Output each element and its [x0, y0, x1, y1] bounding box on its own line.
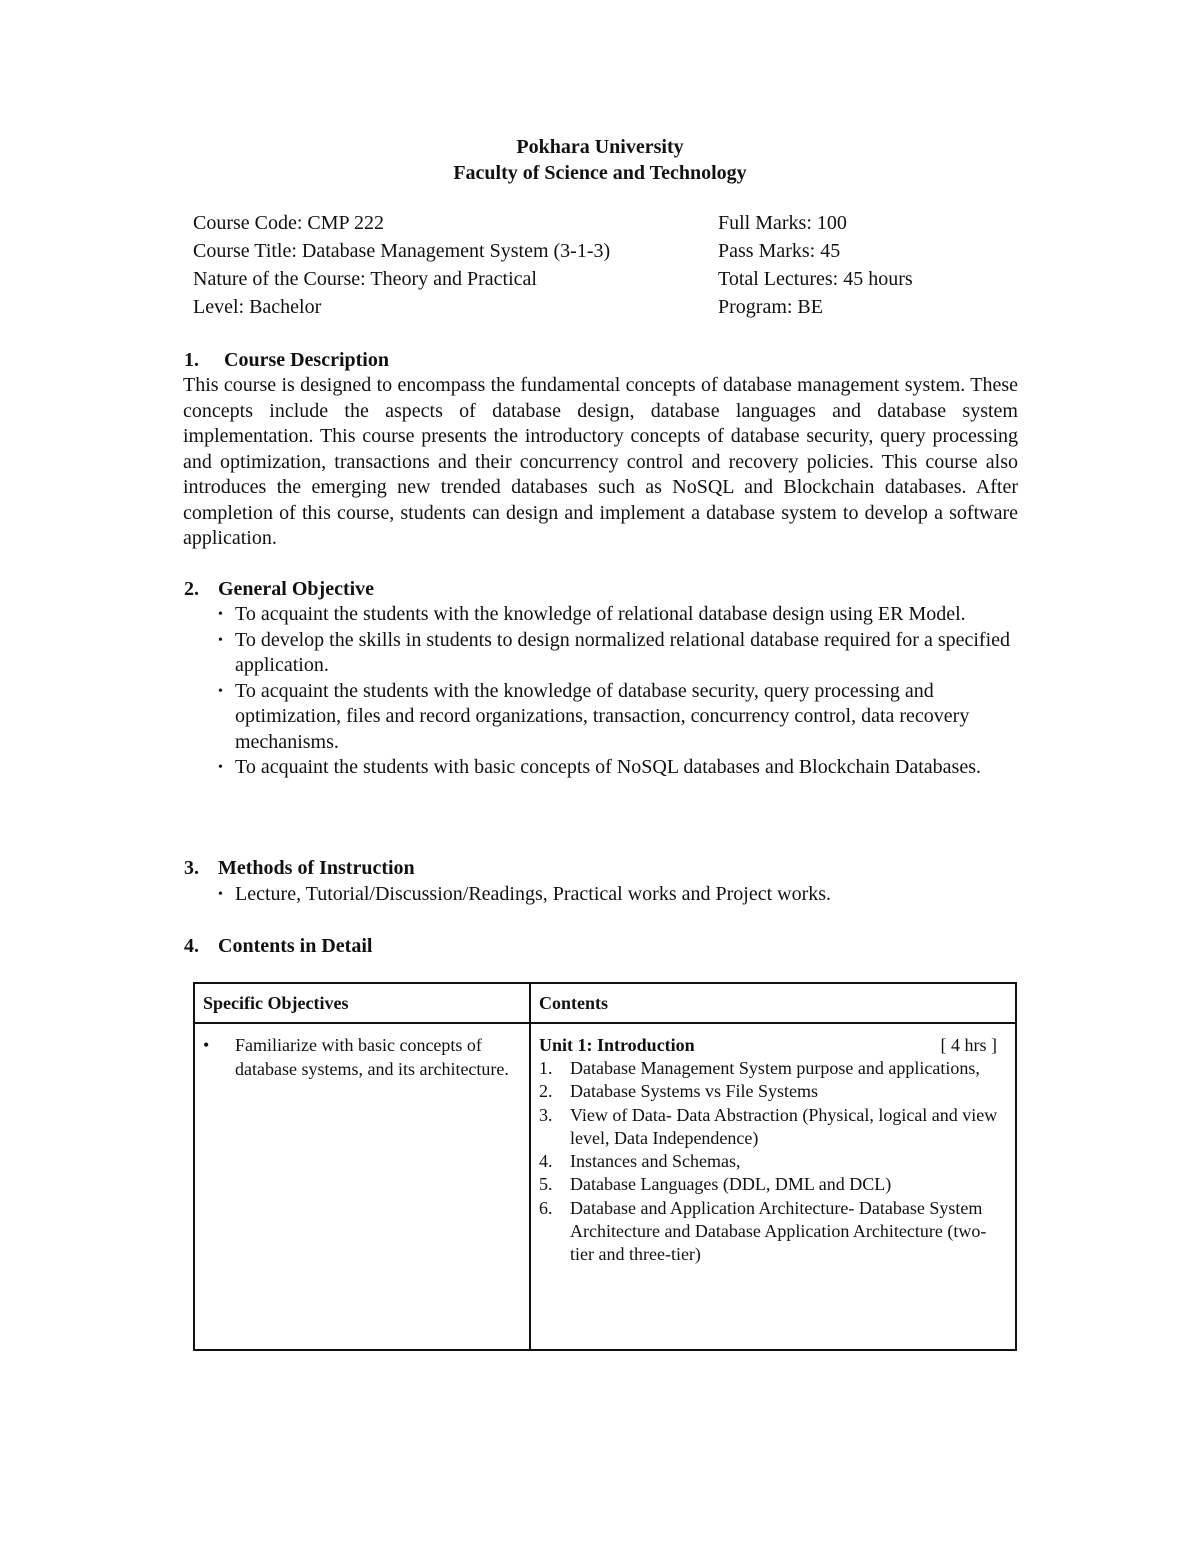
- faculty-name: Faculty of Science and Technology: [453, 162, 747, 184]
- section-title: Contents in Detail: [218, 935, 373, 957]
- course-title: Course Title: Database Management System (3-1-3): [193, 240, 611, 262]
- list-item-text: To develop the skills in students to design normalized relational database required for a specified application.: [235, 628, 1011, 676]
- course-info-row: [193, 209, 1013, 237]
- list-item: [539, 1104, 1007, 1151]
- section-title: Methods of Instruction: [218, 857, 415, 879]
- topic-number: 4.: [539, 1151, 553, 1172]
- list-item-text: To acquaint the students with the knowledge of relational database design using ER Model.: [235, 603, 966, 625]
- topic-text: View of Data- Data Abstraction (Physical, logical and view level, Data Independence): [570, 1104, 998, 1148]
- list-item: [216, 628, 1016, 679]
- topic-text: Database and Application Architecture- Database System Architecture and Database Application Architecture (two-tier and three-tier): [570, 1197, 987, 1265]
- topic-text: Database Languages (DDL, DML and DCL): [570, 1174, 892, 1195]
- section-heading-course-description: [184, 347, 389, 373]
- list-item: [216, 882, 1016, 908]
- total-lectures: Total Lectures: 45 hours: [718, 268, 913, 290]
- section-number: 3.: [184, 857, 199, 879]
- list-item: [539, 1080, 1007, 1103]
- objective-text: Familiarize with basic concepts of database systems, and its architecture.: [235, 1035, 509, 1079]
- section-heading-general-objective: [184, 576, 374, 602]
- section-number: 2.: [184, 578, 199, 600]
- course-info: [193, 209, 1013, 321]
- column-header-contents: Contents: [530, 983, 1016, 1023]
- university-name: Pokhara University: [516, 136, 684, 158]
- unit-heading: [539, 1034, 1007, 1057]
- list-item: [539, 1173, 1007, 1196]
- section-heading-contents-in-detail: [184, 933, 372, 959]
- section-title: Course Description: [224, 349, 389, 371]
- bullet-icon: •: [218, 760, 223, 775]
- list-item: [216, 679, 1016, 756]
- bullet-icon: •: [218, 683, 223, 699]
- list-item: [539, 1057, 1007, 1080]
- topic-text: Database Systems vs File Systems: [570, 1081, 818, 1102]
- topic-number: 1.: [539, 1058, 553, 1078]
- topic-number: 3.: [539, 1104, 553, 1125]
- methods-list: [216, 882, 1016, 908]
- general-objective-list: [216, 602, 1016, 781]
- table-header-row: [194, 983, 1016, 1023]
- table-row: [194, 1023, 1016, 1350]
- list-item: [539, 1150, 1007, 1173]
- pass-marks: Pass Marks: 45: [718, 240, 841, 262]
- contents-table: [193, 982, 1017, 1351]
- unit-hours: [ 4 hrs ]: [940, 1035, 997, 1055]
- section-heading-methods-of-instruction: [184, 855, 415, 881]
- section-title: General Objective: [218, 578, 375, 600]
- list-item: [216, 602, 1016, 628]
- bullet-icon: •: [203, 1035, 210, 1055]
- topic-number: 5.: [539, 1174, 553, 1195]
- section-number: 1.: [184, 349, 199, 371]
- document-header: [0, 134, 1200, 186]
- course-level: Level: Bachelor: [193, 296, 322, 318]
- section-number: 4.: [184, 935, 199, 957]
- bullet-icon: •: [218, 887, 223, 902]
- course-info-row: [193, 293, 1013, 321]
- program: Program: BE: [718, 296, 823, 318]
- topic-text: Database Management System purpose and applications,: [570, 1058, 980, 1078]
- unit-title: Unit 1: Introduction: [539, 1035, 695, 1055]
- full-marks: Full Marks: 100: [718, 212, 847, 234]
- list-item-text: To acquaint the students with the knowledge of database security, query processing and optimization, files and record organizations, transaction, concurrency control, data recovery mechanisms.: [235, 679, 970, 753]
- unit-topic-list: [539, 1057, 1007, 1267]
- course-info-row: [193, 237, 1013, 265]
- objectives-cell: [194, 1023, 530, 1350]
- course-info-row: [193, 265, 1013, 293]
- topic-number: 2.: [539, 1081, 553, 1102]
- contents-cell: [530, 1023, 1016, 1350]
- list-item-text: To acquaint the students with basic concepts of NoSQL databases and Blockchain Databases.: [235, 756, 981, 778]
- topic-number: 6.: [539, 1197, 553, 1218]
- course-nature: Nature of the Course: Theory and Practical: [193, 268, 537, 290]
- objective-item: [203, 1034, 521, 1081]
- column-header-specific-objectives: Specific Objectives: [194, 983, 530, 1023]
- course-description-text: This course is designed to encompass the fundamental concepts of database management system. These concepts include the aspects of database design, database languages and database system implementation. This course presents the introductory concepts of database security, query processing and optimization, transactions and their concurrency control and recovery policies. This course also introduces the emerging new trended databases such as NoSQL and Blockchain databases. After completion of this course, students can design and implement a database system to develop a software application.: [183, 374, 1018, 549]
- list-item-text: Lecture, Tutorial/Discussion/Readings, Practical works and Project works.: [235, 883, 832, 905]
- bullet-icon: •: [218, 607, 223, 622]
- list-item: [539, 1197, 1007, 1267]
- list-item: [216, 755, 1016, 781]
- course-code: Course Code: CMP 222: [193, 212, 384, 234]
- bullet-icon: •: [218, 632, 223, 648]
- topic-text: Instances and Schemas,: [570, 1151, 741, 1172]
